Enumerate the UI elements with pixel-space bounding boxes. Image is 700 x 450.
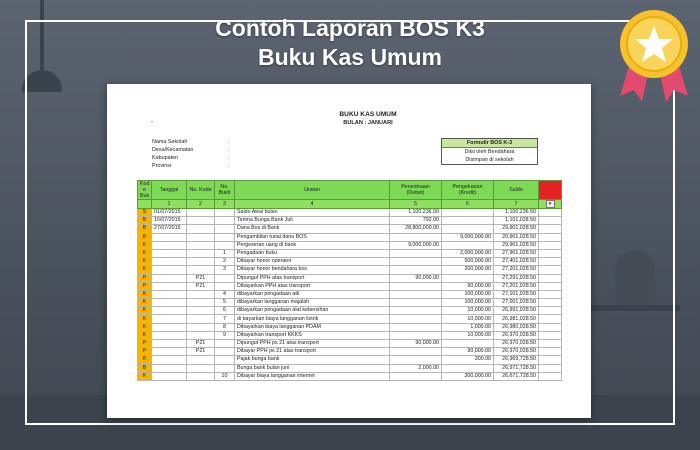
penerimaan-cell: 28,800,000.00 xyxy=(390,225,442,233)
kode-cell: K xyxy=(138,290,152,298)
cell-marker: - xyxy=(151,119,153,125)
col-header-penerimaan: Penerimaan (Debet) xyxy=(390,181,442,200)
table-row xyxy=(138,282,562,290)
penerimaan-cell xyxy=(390,290,442,298)
kode-cell: K xyxy=(138,249,152,257)
table-row xyxy=(138,217,562,225)
blank-cell xyxy=(539,290,562,298)
saldo-cell: 27,201,028.50 xyxy=(494,282,539,290)
col-number: 5 xyxy=(390,200,442,209)
info-row-province xyxy=(152,162,230,170)
penerimaan-cell xyxy=(390,315,442,323)
award-badge-icon xyxy=(618,8,690,103)
pengeluaran-cell xyxy=(442,274,494,282)
penerimaan-cell: 792.00 xyxy=(390,217,442,225)
school-info-block xyxy=(137,134,561,180)
document-subtitle: BULAN : JANUARI xyxy=(343,120,393,126)
tanggal-cell xyxy=(152,340,187,348)
saldo-cell: 29,901,028.50 xyxy=(494,225,539,233)
pengeluaran-cell: 90,000.00 xyxy=(442,348,494,356)
saldo-cell: 27,101,028.50 xyxy=(494,290,539,298)
col-number: 1 xyxy=(152,200,187,209)
no-kode-cell: P21 xyxy=(187,348,215,356)
page-title-line1: Contoh Laporan BOS K3 xyxy=(215,15,485,41)
buku-kas-umum-document xyxy=(137,110,561,381)
col-number: 3 xyxy=(215,200,235,209)
saldo-cell: 27,001,028.50 xyxy=(494,299,539,307)
no-bukti-cell: 10 xyxy=(215,372,235,380)
tanggal-cell xyxy=(152,290,187,298)
table-row xyxy=(138,241,562,249)
col-header-no-kode: No. Kode xyxy=(187,181,215,200)
saldo-cell: 26,970,028.50 xyxy=(494,340,539,348)
no-kode-cell xyxy=(187,290,215,298)
tanggal-cell xyxy=(152,364,187,372)
kode-cell: B xyxy=(138,364,152,372)
no-bukti-cell xyxy=(215,282,235,290)
col-header-no-bukti: No. Bukti xyxy=(215,181,235,200)
blank-cell xyxy=(539,241,562,249)
blank-cell xyxy=(539,356,562,364)
tanggal-cell: 01/07/2015 xyxy=(152,209,187,217)
col-number: 4 xyxy=(235,200,390,209)
kode-cell: K xyxy=(138,323,152,331)
no-kode-cell xyxy=(187,217,215,225)
table-row xyxy=(138,290,562,298)
blank-cell xyxy=(539,348,562,356)
col-number: 6 xyxy=(442,200,494,209)
table-row xyxy=(138,258,562,266)
info-label: Desa/Kecamatan xyxy=(152,147,194,153)
kode-cell: P xyxy=(138,274,152,282)
no-bukti-cell xyxy=(215,217,235,225)
ledger-body xyxy=(138,209,562,381)
saldo-cell: 26,671,728.50 xyxy=(494,372,539,380)
info-label: Kabupaten xyxy=(152,155,179,161)
uraian-cell: Pengambilan tunai dana BOS xyxy=(235,233,390,241)
saldo-cell: 26,980,028.50 xyxy=(494,323,539,331)
blank-cell xyxy=(539,266,562,274)
kode-cell: B xyxy=(138,217,152,225)
no-bukti-cell xyxy=(215,340,235,348)
uraian-cell: Dibayar honor bendahara bos xyxy=(235,266,390,274)
formulir-title: Formulir BOS K-3 xyxy=(442,139,537,148)
table-row xyxy=(138,340,562,348)
no-kode-cell xyxy=(187,266,215,274)
formulir-box xyxy=(441,138,538,165)
penerimaan-cell xyxy=(390,323,442,331)
uraian-cell: Terima Bunga Bank Juli xyxy=(235,217,390,225)
blank-cell xyxy=(539,233,562,241)
tanggal-cell xyxy=(152,274,187,282)
filter-dropdown-icon[interactable]: ▾ xyxy=(546,200,555,208)
table-row xyxy=(138,372,562,380)
uraian-cell: Bunga bank bulan juni xyxy=(235,364,390,372)
kode-cell: S xyxy=(138,209,152,217)
col-header-kode: Kod e Buk xyxy=(138,181,152,200)
pengeluaran-cell: 200,000.00 xyxy=(442,266,494,274)
pengeluaran-cell: 500,000.00 xyxy=(442,258,494,266)
table-row xyxy=(138,315,562,323)
saldo-cell: 26,991,028.50 xyxy=(494,307,539,315)
penerimaan-cell xyxy=(390,356,442,364)
no-bukti-cell: 3 xyxy=(215,266,235,274)
table-row xyxy=(138,249,562,257)
penerimaan-cell xyxy=(390,307,442,315)
no-bukti-cell: 5 xyxy=(215,299,235,307)
no-kode-cell xyxy=(187,233,215,241)
saldo-cell: 27,401,028.50 xyxy=(494,258,539,266)
no-bukti-cell: 1 xyxy=(215,249,235,257)
blank-cell xyxy=(539,340,562,348)
no-bukti-cell xyxy=(215,209,235,217)
uraian-cell: Pajak bunga bank xyxy=(235,356,390,364)
pengeluaran-cell xyxy=(442,217,494,225)
tanggal-cell xyxy=(152,315,187,323)
penerimaan-cell: 90,000.00 xyxy=(390,274,442,282)
tanggal-cell xyxy=(152,307,187,315)
no-bukti-cell: 2 xyxy=(215,258,235,266)
pengeluaran-cell xyxy=(442,241,494,249)
uraian-cell: Dibayarkan PPH atas transport xyxy=(235,282,390,290)
pengeluaran-cell xyxy=(442,364,494,372)
blank-cell xyxy=(539,249,562,257)
penerimaan-cell xyxy=(390,348,442,356)
document-title: BUKU KAS UMUM xyxy=(339,111,397,118)
no-bukti-cell xyxy=(215,225,235,233)
no-kode-cell xyxy=(187,315,215,323)
uraian-cell: Dibayarkan biaya langganan PDAM xyxy=(235,323,390,331)
penerimaan-cell: 2,000.00 xyxy=(390,364,442,372)
blank-cell xyxy=(539,299,562,307)
no-kode-cell xyxy=(187,356,215,364)
kode-cell: K xyxy=(138,372,152,380)
pengeluaran-cell: 300,000.00 xyxy=(442,372,494,380)
saldo-cell: 27,201,028.50 xyxy=(494,266,539,274)
table-row xyxy=(138,225,562,233)
saldo-cell: 1,101,028.50 xyxy=(494,217,539,225)
uraian-cell: di bayarkan biaya langganan listrik xyxy=(235,315,390,323)
saldo-cell: 27,901,028.50 xyxy=(494,249,539,257)
kode-cell: P xyxy=(138,348,152,356)
kode-cell: B xyxy=(138,233,152,241)
info-label: Nama Sekolah xyxy=(152,139,188,145)
kode-cell: P xyxy=(138,340,152,348)
no-bukti-cell xyxy=(215,274,235,282)
penerimaan-cell xyxy=(390,249,442,257)
no-bukti-cell: 7 xyxy=(215,315,235,323)
col-header-saldo: Saldo xyxy=(494,181,539,200)
pengeluaran-cell: 100,000.00 xyxy=(442,290,494,298)
kode-cell: P xyxy=(138,282,152,290)
penerimaan-cell xyxy=(390,282,442,290)
uraian-cell: Dibayar honor operator xyxy=(235,258,390,266)
tanggal-cell xyxy=(152,282,187,290)
info-row-school xyxy=(152,138,230,146)
tanggal-cell xyxy=(152,258,187,266)
tanggal-cell xyxy=(152,266,187,274)
table-row xyxy=(138,323,562,331)
saldo-cell: 27,291,028.50 xyxy=(494,274,539,282)
kode-cell: K xyxy=(138,299,152,307)
col-header-tanggal: Tanggal xyxy=(152,181,187,200)
no-kode-cell xyxy=(187,225,215,233)
blank-cell xyxy=(539,209,562,217)
kode-cell: K xyxy=(138,241,152,249)
no-bukti-cell: 8 xyxy=(215,323,235,331)
penerimaan-cell xyxy=(390,258,442,266)
no-kode-cell: P21 xyxy=(187,282,215,290)
page-title-line2: Buku Kas Umum xyxy=(257,44,443,70)
uraian-cell: dibayarkan pengadaan atk xyxy=(235,290,390,298)
kode-cell: B xyxy=(138,356,152,364)
no-kode-cell xyxy=(187,331,215,339)
pengeluaran-cell xyxy=(442,340,494,348)
tanggal-cell xyxy=(152,241,187,249)
pengeluaran-cell: 10,000.00 xyxy=(442,331,494,339)
uraian-cell: Dibayar PPH ps 21 atas transport xyxy=(235,348,390,356)
info-label: Provinsi xyxy=(152,163,172,169)
uraian-cell: dibayarkan langganan majalah xyxy=(235,299,390,307)
blank-cell xyxy=(539,274,562,282)
no-bukti-cell xyxy=(215,241,235,249)
blank-cell xyxy=(539,331,562,339)
pengeluaran-cell: 1,000.00 xyxy=(442,323,494,331)
kode-cell: K xyxy=(138,315,152,323)
pengeluaran-cell: 300.00 xyxy=(442,356,494,364)
uraian-cell: Dipungut PPH ps 21 atas transport xyxy=(235,340,390,348)
table-row xyxy=(138,331,562,339)
pengeluaran-cell: 10,000.00 xyxy=(442,307,494,315)
pengeluaran-cell xyxy=(442,225,494,233)
info-row-regency xyxy=(152,154,230,162)
col-header-uraian: Uraian xyxy=(235,181,390,200)
uraian-cell: Saldo Awal bulan xyxy=(235,209,390,217)
table-row xyxy=(138,348,562,356)
table-row xyxy=(138,356,562,364)
pengeluaran-cell xyxy=(442,209,494,217)
filter-dropdown-cell xyxy=(539,200,562,209)
col-number-blank xyxy=(138,200,152,209)
no-kode-cell xyxy=(187,249,215,257)
pengeluaran-cell: 9,000,000.00 xyxy=(442,233,494,241)
kode-cell: B xyxy=(138,225,152,233)
info-colon: : xyxy=(228,139,230,145)
spreadsheet-preview xyxy=(107,84,591,418)
no-bukti-cell xyxy=(215,356,235,364)
formulir-line1: Diisi oleh Bendahara xyxy=(464,149,515,155)
col-number: 2 xyxy=(187,200,215,209)
blank-cell xyxy=(539,217,562,225)
uraian-cell: Pengadaan buku xyxy=(235,249,390,257)
info-colon: : xyxy=(228,163,230,169)
blank-cell xyxy=(539,282,562,290)
uraian-cell: dibayarkan pengadaan alat kebersihan xyxy=(235,307,390,315)
saldo-cell: 26,970,028.50 xyxy=(494,348,539,356)
penerimaan-cell: 1,100,236.50 xyxy=(390,209,442,217)
uraian-cell: Dana Bos di Bank xyxy=(235,225,390,233)
no-kode-cell xyxy=(187,372,215,380)
penerimaan-cell xyxy=(390,233,442,241)
no-bukti-cell xyxy=(215,348,235,356)
tanggal-cell xyxy=(152,348,187,356)
formulir-line2: Disimpan di sekolah xyxy=(465,157,514,163)
pengeluaran-cell: 90,000.00 xyxy=(442,282,494,290)
penerimaan-cell xyxy=(390,372,442,380)
no-bukti-cell xyxy=(215,364,235,372)
kode-cell: K xyxy=(138,307,152,315)
no-kode-cell xyxy=(187,258,215,266)
saldo-cell: 26,981,028.50 xyxy=(494,315,539,323)
tanggal-cell xyxy=(152,356,187,364)
no-kode-cell xyxy=(187,299,215,307)
tanggal-cell xyxy=(152,249,187,257)
table-row xyxy=(138,364,562,372)
no-kode-cell: P21 xyxy=(187,274,215,282)
saldo-cell: 26,969,728.50 xyxy=(494,356,539,364)
saldo-cell: 20,901,028.50 xyxy=(494,233,539,241)
tanggal-cell xyxy=(152,299,187,307)
penerimaan-cell xyxy=(390,266,442,274)
tanggal-cell xyxy=(152,233,187,241)
saldo-cell: 26,970,028.50 xyxy=(494,331,539,339)
no-bukti-cell: 9 xyxy=(215,331,235,339)
tanggal-cell xyxy=(152,331,187,339)
saldo-cell: 29,901,028.50 xyxy=(494,241,539,249)
table-row xyxy=(138,233,562,241)
tanggal-cell: 16/07/2015 xyxy=(152,217,187,225)
no-kode-cell xyxy=(187,364,215,372)
col-number: 7 xyxy=(494,200,539,209)
uraian-cell: Dibayar biaya langganan internet xyxy=(235,372,390,380)
no-bukti-cell: 6 xyxy=(215,307,235,315)
tanggal-cell xyxy=(152,323,187,331)
blank-cell xyxy=(539,323,562,331)
info-colon: : xyxy=(228,147,230,153)
penerimaan-cell xyxy=(390,331,442,339)
table-row xyxy=(138,274,562,282)
saldo-cell: 26,971,728.50 xyxy=(494,364,539,372)
uraian-cell: Dipungut PPH atas transport xyxy=(235,274,390,282)
no-kode-cell xyxy=(187,209,215,217)
col-header-red-cell xyxy=(539,181,562,200)
no-kode-cell xyxy=(187,241,215,249)
no-kode-cell xyxy=(187,323,215,331)
penerimaan-cell xyxy=(390,299,442,307)
pengeluaran-cell: 10,000.00 xyxy=(442,315,494,323)
blank-cell xyxy=(539,364,562,372)
tanggal-cell: 27/07/2015 xyxy=(152,225,187,233)
table-row xyxy=(138,266,562,274)
blank-cell xyxy=(539,225,562,233)
pengeluaran-cell: 2,000,000.00 xyxy=(442,249,494,257)
info-row-district xyxy=(152,146,230,154)
blank-cell xyxy=(539,315,562,323)
no-kode-cell: P21 xyxy=(187,340,215,348)
no-bukti-cell: 4 xyxy=(215,290,235,298)
blank-cell xyxy=(539,372,562,380)
table-row xyxy=(138,307,562,315)
kode-cell: K xyxy=(138,331,152,339)
no-kode-cell xyxy=(187,307,215,315)
blank-cell xyxy=(539,258,562,266)
tanggal-cell xyxy=(152,372,187,380)
saldo-cell: 1,100,236.50 xyxy=(494,209,539,217)
col-header-pengeluaran: Pengeluaran (Kredit) xyxy=(442,181,494,200)
cash-ledger-table xyxy=(137,180,562,381)
uraian-cell: Dibayarkan transport KKKS xyxy=(235,331,390,339)
uraian-cell: Pergeseran uang di bank xyxy=(235,241,390,249)
blank-cell xyxy=(539,307,562,315)
penerimaan-cell: 90,000.00 xyxy=(390,340,442,348)
no-bukti-cell xyxy=(215,233,235,241)
kode-cell: K xyxy=(138,258,152,266)
table-row xyxy=(138,209,562,217)
penerimaan-cell: 9,000,000.00 xyxy=(390,241,442,249)
kode-cell: K xyxy=(138,266,152,274)
info-colon: : xyxy=(228,155,230,161)
table-row xyxy=(138,299,562,307)
pengeluaran-cell: 100,000.00 xyxy=(442,299,494,307)
